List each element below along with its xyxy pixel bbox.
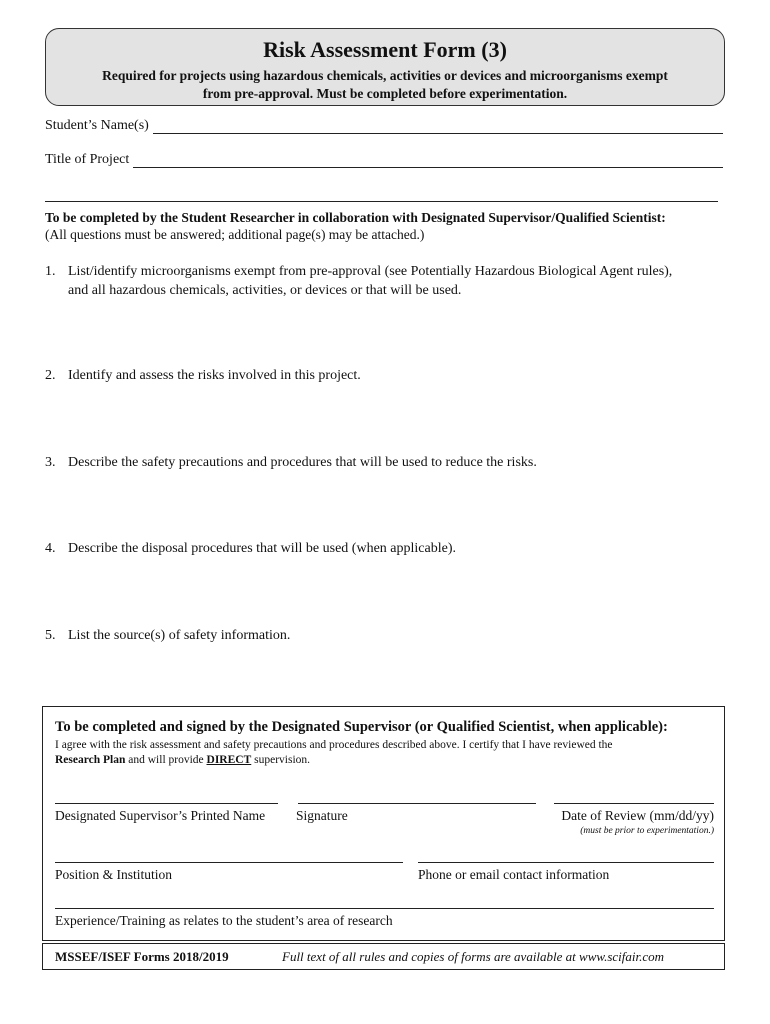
page-title: Risk Assessment Form (3) (263, 37, 507, 62)
project-title-label: Title of Project (45, 152, 130, 167)
question-text: List the source(s) of safety information. (68, 628, 291, 643)
student-names-field[interactable] (45, 118, 723, 134)
question-number: 2. (45, 368, 56, 383)
question-text: Describe the safety precautions and procedures that will be used to reduce the risks. (68, 455, 537, 470)
date-of-review-line[interactable] (554, 803, 714, 804)
question-number: 4. (45, 541, 56, 556)
agreement-line1: I agree with the risk assessment and safety precautions and procedures described above. I certify that I have reviewed the (55, 739, 613, 751)
experience-label: Experience/Training as relates to the student’s area of research (55, 913, 393, 928)
form-header (45, 28, 725, 106)
question-text: and all hazardous chemicals, activities, or devices or that will be used. (68, 283, 462, 298)
student-instructions-heading: To be completed by the Student Researcher in collaboration with Designated Supervisor/Qualified Scientist: (45, 210, 666, 225)
agreement-mid-text: and will provide (125, 754, 207, 766)
header-subtitle-line1: Required for projects using hazardous chemicals, activities or devices and microorganisms exempt (102, 68, 668, 83)
project-title-field[interactable] (45, 152, 723, 168)
signature-label: Signature (296, 808, 348, 823)
question-3 (45, 453, 735, 472)
agreement-end-text: supervision. (251, 754, 311, 766)
contact-info-label: Phone or email contact information (418, 867, 610, 882)
printed-name-line[interactable] (55, 803, 278, 804)
agreement-line2 (55, 753, 715, 768)
question-text: Identify and assess the risks involved in this project. (68, 368, 361, 383)
signature-line[interactable] (298, 803, 536, 804)
position-institution-line[interactable] (55, 862, 403, 863)
student-names-label: Student’s Name(s) (45, 118, 149, 133)
header-subtitle (46, 67, 724, 103)
student-instructions-note: (All questions must be answered; additional page(s) may be attached.) (45, 227, 425, 242)
date-note: (must be prior to experimentation.) (580, 826, 714, 836)
question-number: 5. (45, 628, 56, 643)
question-number: 3. (45, 455, 56, 470)
student-names-line[interactable] (153, 121, 723, 134)
question-5 (45, 626, 735, 645)
header-subtitle-line2: from pre-approval. Must be completed before experimentation. (202, 86, 568, 101)
question-1 (45, 262, 735, 300)
question-2 (45, 366, 735, 385)
supervisor-agreement (55, 738, 715, 768)
question-text: Describe the disposal procedures that will be used (when applicable). (68, 541, 456, 556)
contact-info-line[interactable] (418, 862, 714, 863)
experience-line[interactable] (55, 908, 714, 909)
project-title-continuation-line[interactable] (45, 201, 718, 202)
research-plan-text: Research Plan (55, 754, 126, 766)
project-title-line[interactable] (133, 155, 723, 168)
footer-rules-text: Full text of all rules and copies of forms are available at www.scifair.com (282, 949, 665, 964)
direct-text: DIRECT (206, 754, 252, 766)
question-text: List/identify microorganisms exempt from pre-approval (see Potentially Hazardous Biological Agent rules), (68, 264, 673, 279)
date-of-review-label: Date of Review (mm/dd/yy) (561, 808, 714, 823)
position-institution-label: Position & Institution (55, 867, 173, 882)
question-number: 1. (45, 264, 56, 279)
printed-name-label: Designated Supervisor’s Printed Name (55, 808, 266, 823)
supervisor-section-title: To be completed and signed by the Designated Supervisor (or Qualified Scientist, when applicable): (55, 719, 668, 735)
question-4 (45, 539, 735, 558)
footer-forms-label: MSSEF/ISEF Forms 2018/2019 (55, 949, 229, 964)
